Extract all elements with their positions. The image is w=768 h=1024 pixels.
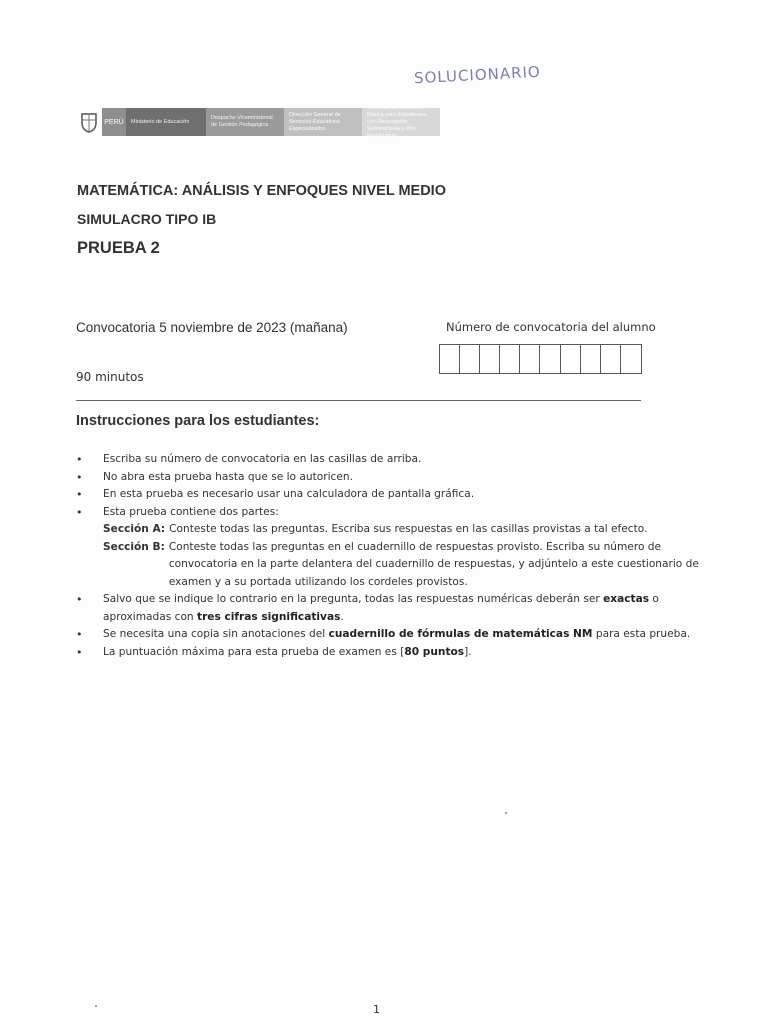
bullet-icon: •	[76, 470, 83, 484]
candidate-digit-box[interactable]	[540, 345, 560, 373]
candidate-digit-box[interactable]	[440, 345, 460, 373]
exam-subject: MATEMÁTICA: ANÁLISIS Y ENFOQUES NIVEL MEDIO	[77, 183, 446, 199]
candidate-number-boxes[interactable]	[439, 344, 642, 374]
logo-block-direction: Dirección de Educación Básica para Estudiantes con Desempeño Sobresaliente y Alto Rendimiento	[362, 108, 440, 136]
ministry-logo-bar	[78, 104, 440, 139]
bullet-icon: •	[76, 645, 83, 659]
candidate-digit-box[interactable]	[520, 345, 540, 373]
instruction-item: • Salvo que se indique lo contrario en la pregunta, todas las respuestas numéricas deberán ser exactas o aproximadas con tres cifras significativas.	[76, 593, 659, 623]
coat-of-arms-icon	[78, 108, 100, 136]
bullet-icon: •	[76, 488, 83, 501]
section-b-label: Sección B:	[103, 540, 165, 553]
exam-session: Convocatoria 5 noviembre de 2023 (mañana)	[76, 320, 348, 335]
section-b-text: Conteste todas las preguntas en el cuadernillo de respuestas provisto. Escriba su número de convocatoria en la parte delantera del cuadernillo de respuestas, y adjúntelo a este cuestionario de examen y a su portada utilizando los cordeles provistos.	[168, 540, 699, 588]
logo-country: PERÚ	[102, 108, 126, 136]
bullet-icon: •	[76, 453, 83, 466]
section-a	[103, 521, 716, 539]
bullet-icon: •	[76, 505, 83, 519]
instruction-item: • La puntuación máxima para esta prueba de examen es [80 puntos].	[76, 644, 716, 662]
instruction-item: • No abra esta prueba hasta que se lo autoricen.	[76, 469, 716, 487]
exam-paper: PRUEBA 2	[77, 239, 160, 257]
candidate-digit-box[interactable]	[561, 345, 581, 373]
candidate-digit-box[interactable]	[621, 345, 641, 373]
candidate-digit-box[interactable]	[480, 345, 500, 373]
candidate-digit-box[interactable]	[581, 345, 601, 373]
page-number: 1	[373, 1003, 380, 1016]
scan-speck	[95, 1005, 97, 1007]
scan-speck	[505, 812, 507, 814]
exam-duration: 90 minutos	[76, 370, 144, 384]
section-b	[103, 539, 716, 592]
candidate-digit-box[interactable]	[460, 345, 480, 373]
bullet-icon: •	[76, 593, 83, 606]
instruction-item: • Esta prueba contiene dos partes: Sección A: Conteste todas las preguntas. Escriba sus respuestas en las casillas provistas a tal efecto. Sección B: Conteste todas las preguntas en el cuadernillo de respuestas provisto. Escriba su número de convocatoria en la parte delantera del cuadernillo de respuestas, y adjúntelo a este cuestionario de examen y a su portada utilizando los cordeles provistos.	[76, 504, 716, 592]
instruction-item: • En esta prueba es necesario usar una calculadora de pantalla gráfica.	[76, 486, 716, 504]
instruction-item: • Se necesita una copia sin anotaciones del cuadernillo de fórmulas de matemáticas NM para esta prueba.	[76, 626, 716, 644]
instructions-title: Instrucciones para los estudiantes:	[76, 413, 320, 429]
section-a-label: Sección A:	[103, 523, 166, 535]
instructions-list	[76, 451, 716, 661]
instruction-item: • Escriba su número de convocatoria en las casillas de arriba.	[76, 451, 716, 469]
divider	[76, 400, 641, 401]
section-a-text: Conteste todas las preguntas. Escriba sus respuestas en las casillas provistas a tal efecto.	[169, 523, 648, 535]
candidate-digit-box[interactable]	[601, 345, 621, 373]
logo-block-ministry: Ministerio de Educación	[126, 108, 206, 136]
handwritten-annotation: SOLUCIONARIO	[413, 62, 542, 88]
bullet-icon: •	[76, 628, 83, 641]
candidate-digit-box[interactable]	[500, 345, 520, 373]
candidate-number-label: Número de convocatoria del alumno	[446, 320, 656, 334]
exam-type: SIMULACRO TIPO IB	[77, 211, 217, 227]
logo-block-vice-ministry: Despacho Viceministerial de Gestión Pedagógica	[206, 108, 284, 136]
logo-block-general-direction: Dirección General de Servicios Educativos Especializados	[284, 108, 362, 136]
